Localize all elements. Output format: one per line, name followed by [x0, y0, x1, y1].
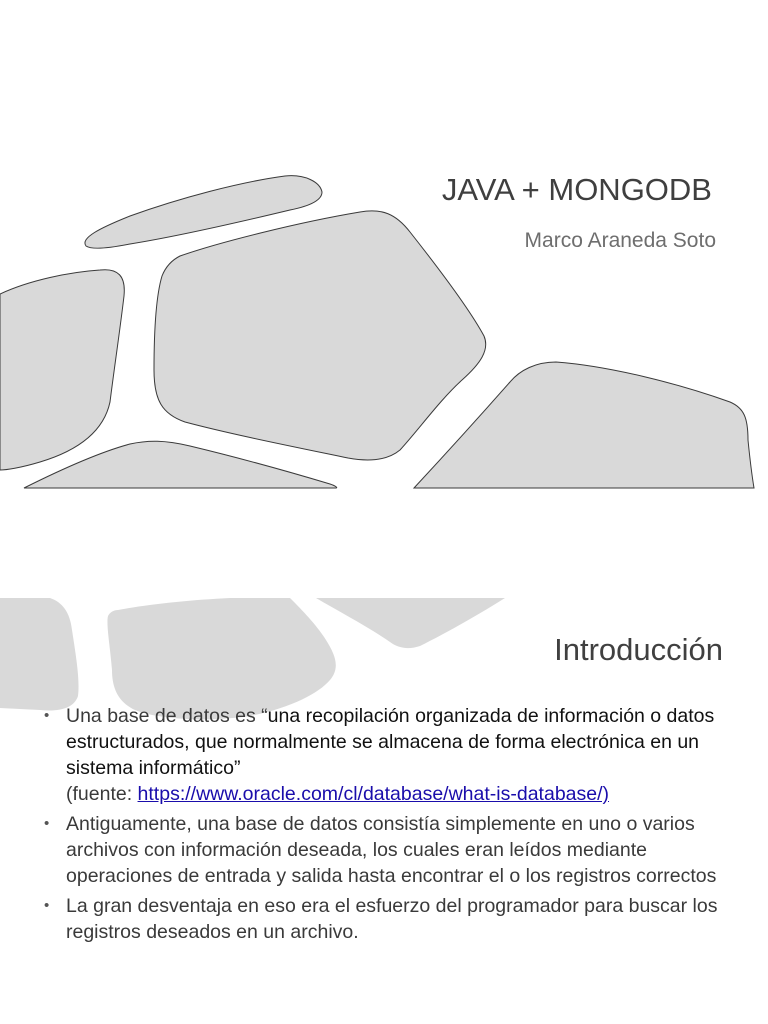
source-label: (fuente:: [66, 783, 138, 805]
bullet-marker: •: [44, 897, 50, 914]
stone-shape: [316, 598, 505, 648]
slide-title: JAVA + MONGODB: [441, 172, 712, 207]
stone-shape: [107, 598, 335, 719]
stone-shape: [0, 598, 79, 710]
bullet-list: [44, 703, 734, 949]
list-item: [44, 703, 734, 807]
quote-text: una recopilación organizada de información o datos estructurados, que normalmente se almacena de forma electrónica en un sistema informático”: [66, 705, 715, 779]
bullet-text: Antiguamente, una base de datos consistía simplemente en uno o varios archivos con información deseada, los cuales eran leídos mediante operaciones de entrada y salida hasta encontrar el o los registros correctos: [66, 813, 717, 887]
intro-slide: [0, 560, 768, 1024]
stone-shape: [0, 270, 124, 470]
section-title: Introducción: [554, 632, 723, 667]
slide-subtitle: Marco Araneda Soto: [524, 229, 716, 252]
bullet-marker: •: [44, 815, 50, 832]
stone-shape: [414, 362, 754, 488]
source-link[interactable]: https://www.oracle.com/cl/database/what-is-database/): [137, 783, 610, 805]
stone-shape: [154, 211, 486, 460]
bullet-marker: •: [44, 707, 50, 724]
list-item: [44, 893, 734, 945]
bullet-text: La gran desventaja en eso era el esfuerzo del programador para buscar los registros deseados en un archivo.: [66, 895, 718, 943]
list-item: [44, 811, 734, 889]
bullet-text: Una base de datos es “: [66, 705, 268, 727]
